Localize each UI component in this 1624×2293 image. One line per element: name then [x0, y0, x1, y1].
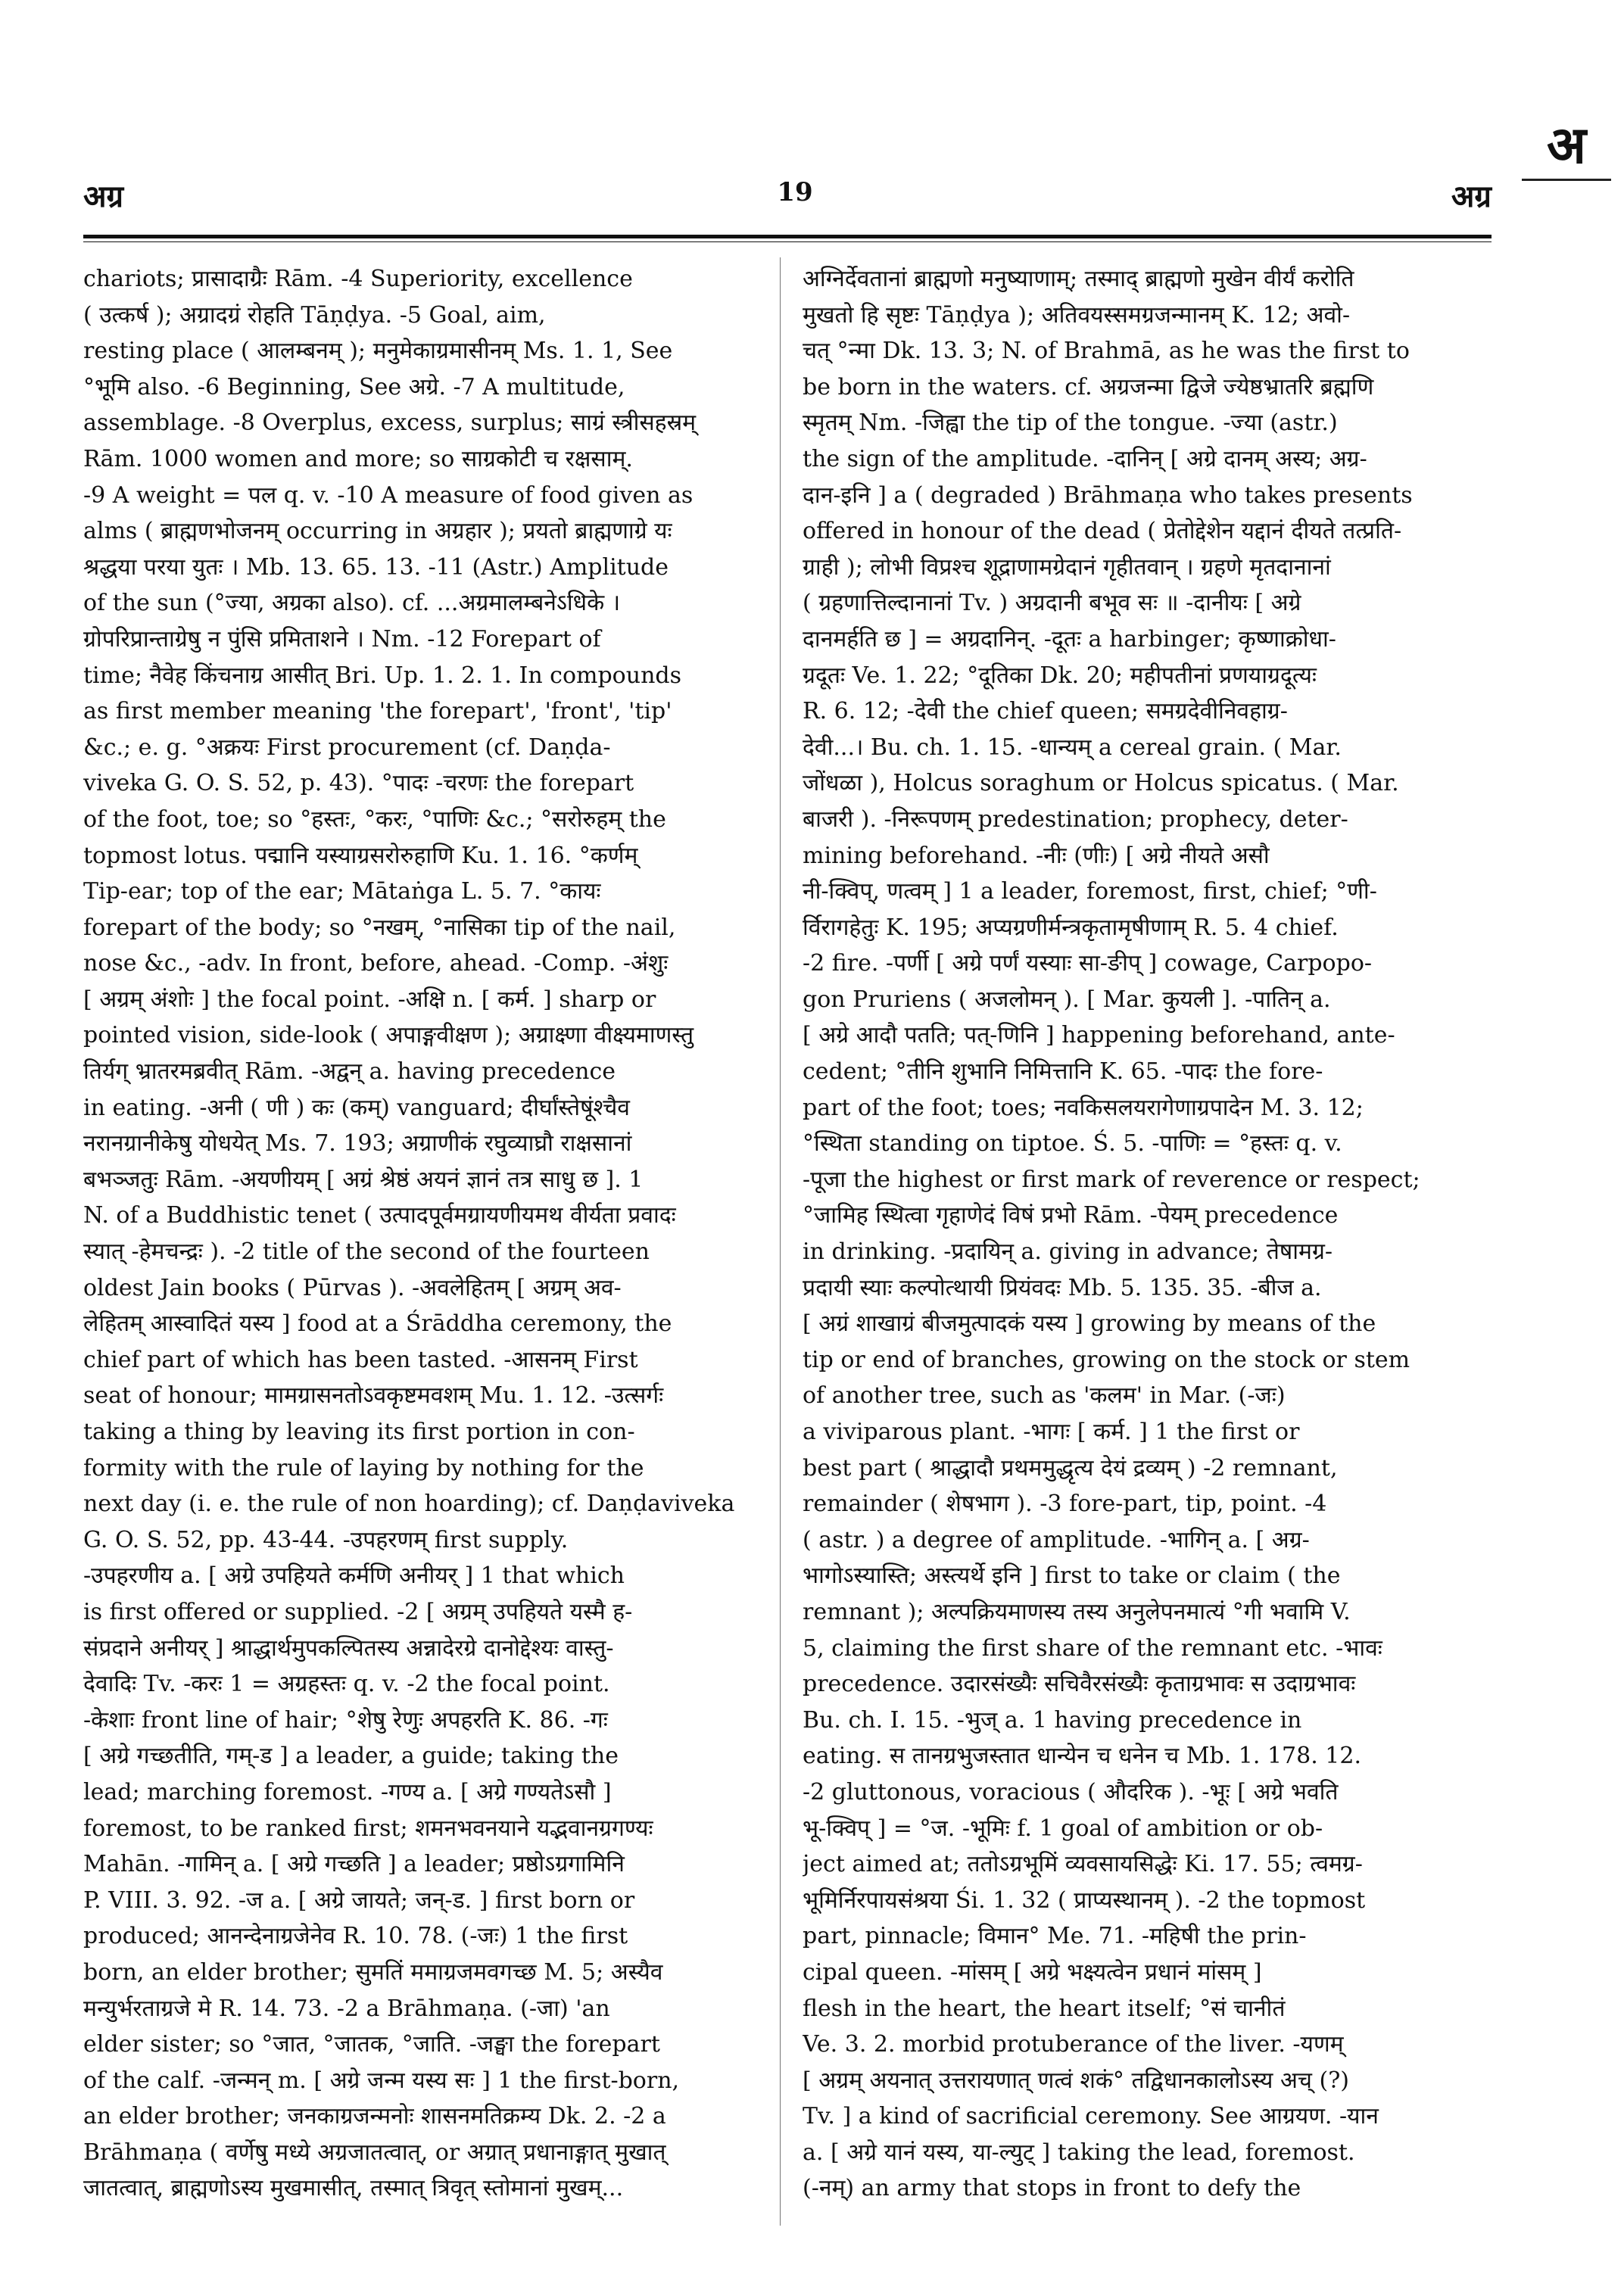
text-line: formity with the rule of laying by nothing for the	[83, 1454, 644, 1481]
text-line: lead; marching foremost. -गण्य a. [ अग्रे गण्यतेऽसौ ]	[83, 1778, 612, 1805]
text-line: in eating. -अनी ( णी ) कः (कम्) vanguard; दीर्घांस्तेषूंश्चैव	[83, 1094, 630, 1121]
text-line: [ अग्रं शाखाग्रं बीजमुत्पादकं यस्य ] growing by means of the	[803, 1310, 1376, 1338]
text-line: Tip-ear; top of the ear; Mātaṅga L. 5. 7. °कायः	[83, 878, 601, 905]
text-line: cedent; °तीनि शुभानि निमित्तानि K. 65. -पादः the fore-	[803, 1058, 1323, 1086]
text-line: Rām. 1000 women and more; so साग्रकोटी च रक्षसाम्.	[83, 445, 633, 472]
text-line: chariots; प्रासादाग्रैः Rām. -4 Superiority, excellence	[83, 266, 633, 292]
text-line: flesh in the heart, the heart itself; °सं चानीतं	[803, 1995, 1286, 2022]
text-line: -2 fire. -पर्णी [ अग्रे पर्णं यस्याः सा-ङीप् ] cowage, Carpopo-	[803, 950, 1373, 977]
text-line: -9 A weight = पल q. v. -10 A measure of food given as	[83, 481, 694, 509]
text-line: [ अग्रे गच्छतीति, गम्-ड ] a leader, a guide; taking the	[83, 1743, 619, 1770]
text-line: in drinking. -प्रदायिन् a. giving in advance; तेषामग्र-	[803, 1238, 1333, 1266]
text-line: oldest Jain books ( Pūrvas ). -अवलेहितम् [ अग्रम् अव-	[83, 1274, 622, 1301]
text-line: chief part of which has been tasted. -आसनम् First	[83, 1346, 638, 1373]
text-line: G. O. S. 52, pp. 43-44. -उपहरणम् first supply.	[83, 1526, 569, 1553]
text-line: alms ( ब्राह्मणभोजनम् occurring in अग्रहार ); प्रयतो ब्राह्मणाग्रे यः	[83, 518, 672, 545]
text-line: viveka G. O. S. 52, p. 43). °पादः -चरणः the forepart	[83, 770, 634, 797]
text-line: (-नम्) an army that stops in front to defy the	[803, 2175, 1301, 2202]
text-line: R. 6. 12; -देवी the chief queen; समग्रदेवीनिवहाग्र-	[803, 698, 1288, 725]
text-line: pointed vision, side-look ( अपाङ्गवीक्षण ); अग्राक्ष्णा वीक्ष्यमाणस्तु	[83, 1022, 694, 1049]
text-line: दान-इनि ] a ( degraded ) Brāhmaṇa who takes presents	[803, 481, 1413, 509]
text-line: offered in honour of the dead ( प्रेतोद्देशेन यद्दानं दीयते तत्प्रति-	[803, 518, 1402, 545]
column-divider	[780, 257, 781, 2226]
text-line: assemblage. -8 Overplus, excess, surplus; साग्रं स्त्रीसहस्रम्	[83, 410, 697, 437]
text-line: ग्राही ); लोभी विप्रश्च शूद्राणामग्रेदानं गृहीतवान् । ग्रहणे मृतदानानां	[803, 553, 1331, 581]
text-line: ग्रदूतः Ve. 1. 22; °दूतिका Dk. 20; महीपतीनां प्रणयाग्रदूत्यः	[803, 662, 1317, 689]
text-line: born, an elder brother; सुमतिं ममाग्रजमवगच्छ M. 5; अस्यैव	[83, 1958, 663, 1986]
left-running-headword: अग्र	[83, 179, 124, 214]
text-line: ( ग्रहणात्तिल्दानानां Tv. ) अग्रदानी बभूव सः ॥ -दानीयः [ अग्रे	[803, 590, 1301, 617]
text-line: °भूमि also. -6 Beginning, See अग्रे. -7 A multitude,	[83, 373, 625, 400]
text-line: the sign of the amplitude. -दानिन् [ अग्रे दानम् अस्य; अग्र-	[803, 445, 1367, 472]
text-line: °स्थिता standing on tiptoe. Ś. 5. -पाणिः = °हस्तः q. v.	[803, 1130, 1342, 1157]
text-line: ( astr. ) a degree of amplitude. -भागिन् a. [ अग्र-	[803, 1526, 1310, 1553]
text-line: भागोऽस्यास्ति; अस्त्यर्थे इनि ] first to take or claim ( the	[803, 1562, 1341, 1590]
thumb-index-letter: अ	[1522, 114, 1611, 181]
text-line: जोंधळा ), Holcus soraghum or Holcus spicatus. ( Mar.	[803, 770, 1399, 797]
text-line: जातत्वात्, ब्राह्मणोऽस्य मुखमासीत्, तस्मात् त्रिवृत् स्तोमानां मुखम्...	[83, 2175, 624, 2202]
text-line: स्यात् -हेमचन्द्रः ). -2 title of the second of the fourteen	[83, 1238, 650, 1266]
text-line: of another tree, such as 'कलम' in Mar. (-जः)	[803, 1382, 1286, 1410]
text-line: &c.; e. g. °अक्रयः First procurement (cf. Daṇḍa-	[83, 734, 611, 761]
text-line: gon Pruriens ( अजलोमन् ). [ Mar. कुयली ]. -पातिन् a.	[803, 986, 1331, 1013]
left-column	[83, 261, 772, 2222]
text-line: topmost lotus. पद्मानि यस्याग्रसरोरुहाणि Ku. 1. 16. °कर्णम्	[83, 842, 638, 869]
text-line: next day (i. e. the rule of non hoarding); cf. Daṇḍaviveka	[83, 1491, 735, 1518]
text-line: cipal queen. -मांसम् [ अग्रे भक्ष्यत्वेन प्रधानं मांसम् ]	[803, 1958, 1262, 1986]
text-line: ject aimed at; ततोऽग्रभूमिं व्यवसायसिद्धेः Ki. 17. 55; त्वमग्र-	[803, 1851, 1363, 1878]
text-line: देवादिः Tv. -करः 1 = अग्रहस्तः q. v. -2 the focal point.	[83, 1671, 610, 1698]
text-line: part of the foot; toes; नवकिसलयरागेणाग्रपादेन M. 3. 12;	[803, 1094, 1364, 1121]
text-line: produced; आनन्देनाग्रजेनेव R. 10. 78. (-जः) 1 the first	[83, 1923, 628, 1950]
text-line: of the sun (°ज्या, अग्रका also). cf. ...अग्रमालम्बनेऽधिके ।	[83, 590, 621, 617]
text-line: ( उत्कर्ष ); अग्रादग्रं रोहति Tāṇḍya. -5 Goal, aim,	[83, 301, 546, 329]
text-line: a viviparous plant. -भागः [ कर्म. ] 1 the first or	[803, 1419, 1300, 1445]
text-line: of the foot, toe; so °हस्तः, °करः, °पाणिः &c.; °सरोरुहम् the	[83, 805, 666, 833]
text-line: foremost, to be ranked first; शमनभवनयाने यद्भवानग्रगण्यः	[83, 1815, 653, 1842]
text-line: mining beforehand. -नीः (णीः) [ अग्रे नीयते असौ	[803, 842, 1270, 869]
text-line: मुखतो हि सृष्टः Tāṇḍya ); अतिवयस्समग्रजन्मानम् K. 12; अवो-	[803, 301, 1351, 329]
text-line: °जामिह स्थित्वा गृहाणेदं विषं प्रभो Rām. -पेयम् precedence	[803, 1202, 1339, 1229]
text-line: Ve. 3. 2. morbid protuberance of the liver. -यणम्	[803, 2031, 1344, 2058]
text-line: र्विरागहेतुः K. 195; अप्यग्रणीर्मन्त्रकृतामृषीणाम् R. 5. 4 chief.	[803, 914, 1339, 941]
text-line: nose &c., -adv. In front, before, ahead. -Comp. -अंशुः	[83, 950, 669, 977]
right-running-headword: अग्र	[1451, 179, 1492, 214]
text-line: best part ( श्राद्धादौ प्रथममुद्धृत्य देयं द्रव्यम् ) -2 remnant,	[803, 1454, 1338, 1481]
text-line: forepart of the body; so °नखम्, °नासिका tip of the nail,	[83, 914, 676, 941]
text-line: बाजरी ). -निरूपणम् predestination; prophecy, deter-	[803, 805, 1348, 833]
text-line: seat of honour; मामग्रासनतोऽवकृष्टमवशम् Mu. 1. 12. -उत्सर्गः	[83, 1382, 664, 1410]
text-line: बभञ्जतुः Rām. -अयणीयम् [ अग्रं श्रेष्ठं अयनं ज्ञानं तत्र साधु छ ]. 1	[83, 1166, 644, 1193]
text-line: नरानग्रानीकेषु योधयेत् Ms. 7. 193; अग्राणीकं रघुव्याघ्रौ राक्षसानां	[83, 1130, 632, 1157]
text-line: -उपहरणीय a. [ अग्रे उपहियते कर्मणि अनीयर् ] 1 that which	[83, 1562, 625, 1590]
text-line: देवी...। Bu. ch. 1. 15. -धान्यम् a cereal grain. ( Mar.	[803, 734, 1342, 761]
text-line: चत् °न्मा Dk. 13. 3; N. of Brahmā, as he was the first to	[803, 338, 1410, 365]
text-line: be born in the waters. cf. अग्रजन्मा द्विजे ज्येष्ठभ्रातरि ब्रह्मणि	[803, 373, 1374, 400]
text-line: लेहितम् आस्वादितं यस्य ] food at a Śrāddha ceremony, the	[83, 1310, 672, 1338]
text-line: स्मृतम् Nm. -जिह्वा the tip of the tongue. -ज्या (astr.)	[803, 410, 1338, 437]
running-header	[83, 174, 1492, 220]
text-line: N. of a Buddhistic tenet ( उत्पादपूर्वमग्रायणीयमथ वीर्यता प्रवादः	[83, 1202, 676, 1229]
text-line: part, pinnacle; विमान° Me. 71. -महिषी the prin-	[803, 1923, 1307, 1950]
text-line: tip or end of branches, growing on the stock or stem	[803, 1346, 1410, 1373]
text-line: भूमिर्निरपायसंश्रया Śi. 1. 32 ( प्राप्यस्थानम् ). -2 the topmost	[803, 1886, 1366, 1914]
text-line: Brāhmaṇa ( वर्णेषु मध्ये अग्रजातत्वात्, or अग्रात् प्रधानाङ्गात् मुखात्	[83, 2139, 666, 2166]
text-line: -केशाः front line of hair; °शेषु रेणुः अपहरति K. 86. -गः	[83, 1706, 608, 1734]
text-line: भू-क्विप् ] = °ज. -भूमिः f. 1 goal of ambition or ob-	[803, 1815, 1323, 1842]
text-line: eating. स तानग्रभुजस्तात धान्येन च धनेन च Mb. 1. 178. 12.	[803, 1743, 1361, 1770]
text-line: -पूजा the highest or first mark of reverence or respect;	[803, 1166, 1420, 1193]
text-line: of the calf. -जन्मन् m. [ अग्रे जन्म यस्य सः ] 1 the first-born,	[83, 2067, 680, 2094]
text-line: Bu. ch. I. 15. -भुज् a. 1 having precedence in	[803, 1706, 1302, 1734]
header-rule-thick	[83, 235, 1492, 238]
text-line: नी-क्विप्, णत्वम् ] 1 a leader, foremost, first, chief; °णी-	[803, 878, 1377, 905]
text-line: an elder brother; जनकाग्रजन्मनोः शासनमतिक्रम्य Dk. 2. -2 a	[83, 2103, 666, 2130]
text-line: a. [ अग्रे यानं यस्य, या-ल्युट् ] taking the lead, foremost.	[803, 2139, 1355, 2166]
text-line: is first offered or supplied. -2 [ अग्रम् उपहियते यस्मै ह-	[83, 1598, 633, 1625]
text-line: taking a thing by leaving its first portion in con-	[83, 1419, 635, 1445]
text-line: P. VIII. 3. 92. -ज a. [ अग्रे जायते; जन्-ड. ] first born or	[83, 1886, 635, 1914]
text-line: संप्रदाने अनीयर् ] श्राद्धार्थमुपकल्पितस्य अन्नादेरग्रे दानोद्देश्यः वास्तु-	[83, 1634, 614, 1662]
text-line: remnant ); अल्पक्रियमाणस्य तस्य अनुलेपनमात्यं °गी भवामि V.	[803, 1598, 1351, 1625]
text-line: तिर्यग् भ्रातरमब्रवीत् Rām. -अद्वन् a. having precedence	[83, 1058, 616, 1086]
text-line: [ अग्रे आदौ पतति; पत्-णिनि ] happening beforehand, ante-	[803, 1022, 1395, 1049]
text-line: -2 gluttonous, voracious ( औदरिक ). -भूः [ अग्रे भवति	[803, 1778, 1339, 1805]
text-line: श्रद्धया परया युतः । Mb. 13. 65. 13. -11 (Astr.) Amplitude	[83, 553, 669, 581]
text-line: Tv. ] a kind of sacrificial ceremony. See आग्रयण. -यान	[803, 2103, 1379, 2130]
text-line: [ अग्रम् अंशोः ] the focal point. -अक्षि n. [ कर्म. ] sharp or	[83, 986, 656, 1013]
text-line: ग्रोपरिप्रान्ताग्रेषु न पुंसि प्रमिताशने । Nm. -12 Forepart of	[83, 625, 601, 653]
page-number: 19	[777, 177, 813, 207]
text-line: remainder ( शेषभाग ). -3 fore-part, tip, point. -4	[803, 1491, 1327, 1518]
text-line: 5, claiming the first share of the remnant etc. -भावः	[803, 1634, 1382, 1662]
text-line: time; नैवेह किंचनाग्र आसीत् Bri. Up. 1. 2. 1. In compounds	[83, 662, 681, 689]
text-line: मन्युर्भरताग्रजे मे R. 14. 73. -2 a Brāhmaṇa. (-जा) 'an	[83, 1995, 610, 2022]
header-rule-thin	[83, 241, 1492, 242]
text-line: Mahān. -गामिन् a. [ अग्रे गच्छति ] a leader; प्रष्ठोऽग्रगामिनि	[83, 1851, 625, 1878]
right-column	[803, 261, 1492, 2222]
text-line: दानमर्हति छ ] = अग्रदानिन्. -दूतः a harbinger; कृष्णाक्रोधा-	[803, 625, 1336, 653]
text-line: [ अग्रम् अयनात् उत्तरायणात् णत्वं शकं° तद्विधानकालोऽस्य अच् (?)	[803, 2067, 1349, 2094]
text-line: precedence. उदारसंख्यैः सचिवैरसंख्यैः कृताग्रभावः स उदाग्रभावः	[803, 1671, 1356, 1698]
text-line: elder sister; so °जात, °जातक, °जाति. -जङ्घा the forepart	[83, 2031, 660, 2058]
text-line: resting place ( आलम्बनम् ); मनुमेकाग्रमासीनम् Ms. 1. 1, See	[83, 338, 673, 365]
text-line: as first member meaning 'the forepart', 'front', 'tip'	[83, 698, 672, 725]
text-line: अग्निर्देवतानां ब्राह्मणो मनुष्याणाम्; तस्माद् ब्राह्मणो मुखेन वीर्यं करोति	[803, 266, 1354, 292]
text-line: प्रदायी स्याः कल्पोत्थायी प्रियंवदः Mb. 5. 135. 35. -बीज a.	[803, 1274, 1322, 1301]
